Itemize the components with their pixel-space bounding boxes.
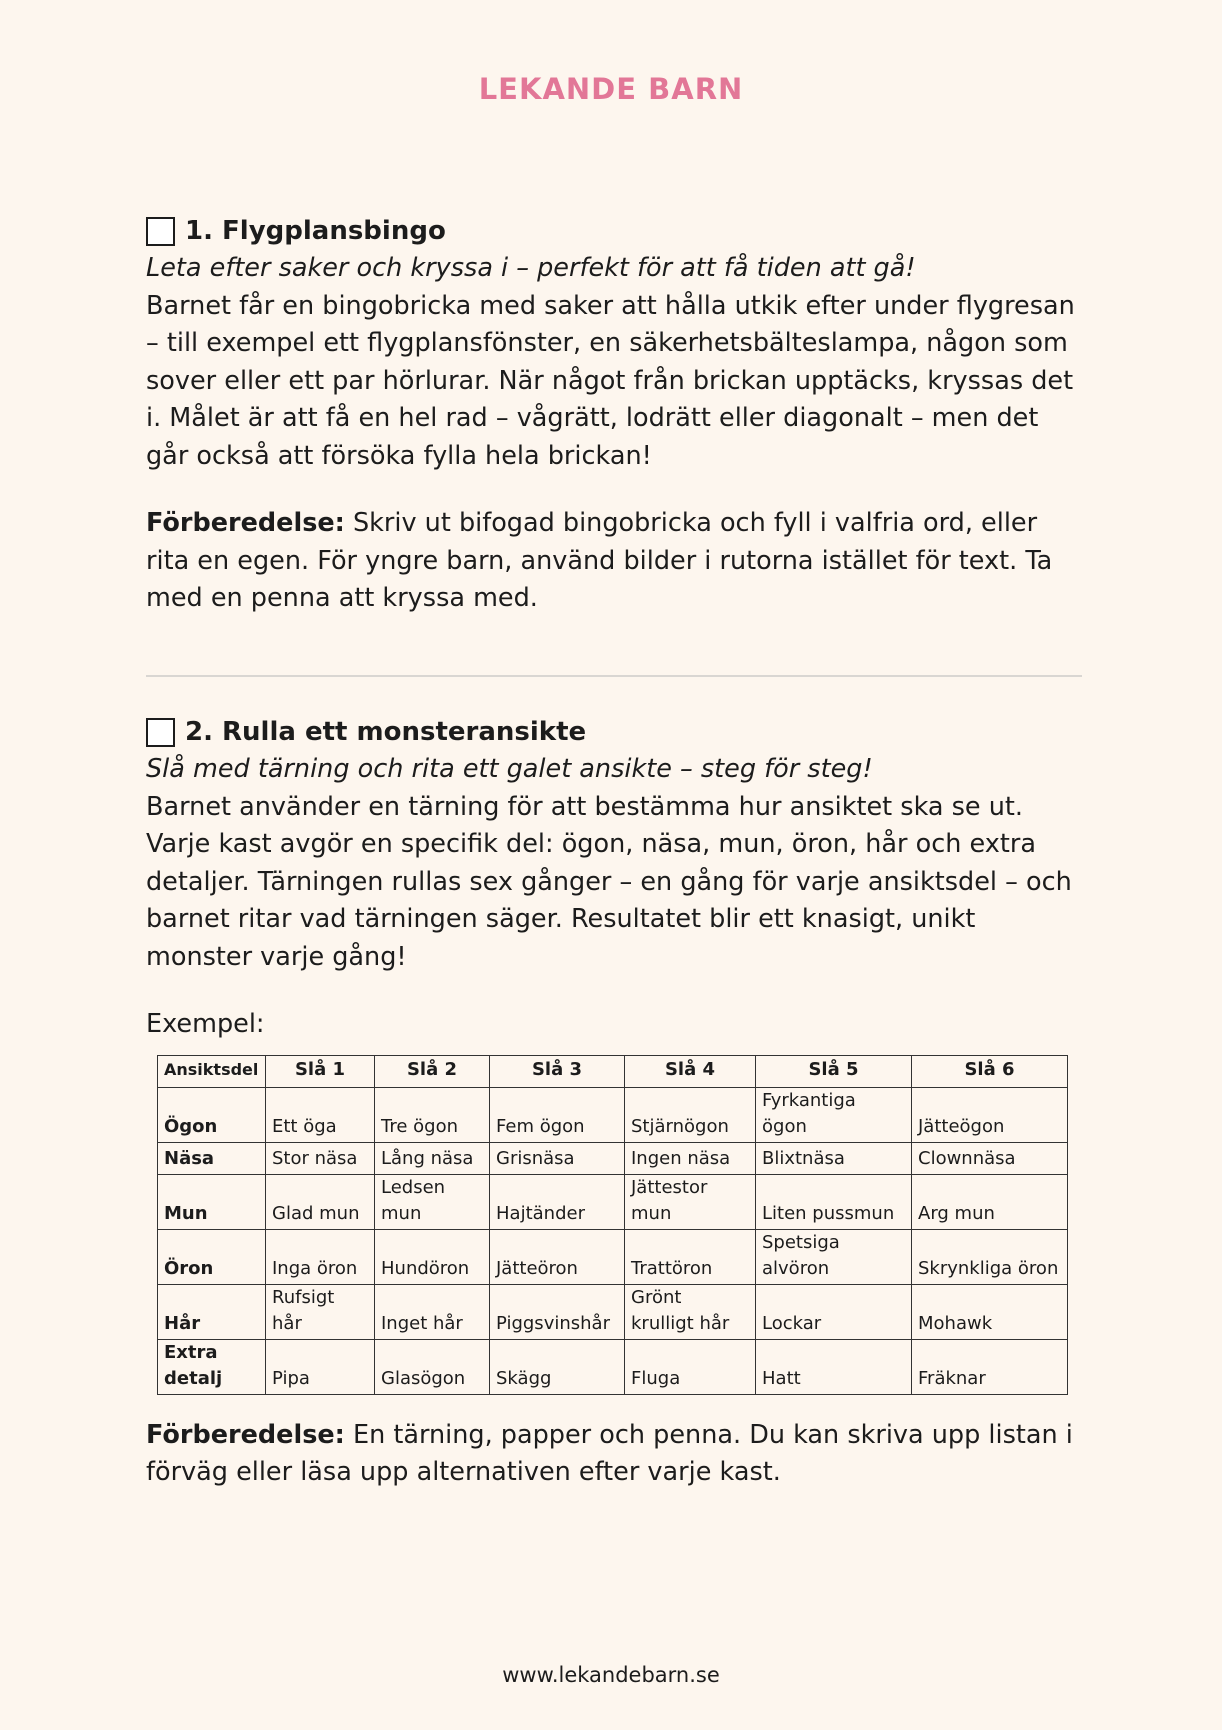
table-cell: Jättestor mun: [625, 1174, 756, 1229]
section-checkbox[interactable]: [146, 718, 175, 747]
table-cell: Piggsvinshår: [490, 1284, 625, 1339]
section-lead: Leta efter saker och kryssa i – perfekt för att få tiden att gå!: [146, 253, 916, 283]
table-row: [158, 1229, 1068, 1284]
table-cell: Tre ögon: [375, 1087, 490, 1142]
table-row-head: Ögon: [158, 1087, 266, 1142]
table-cell: Ett öga: [266, 1087, 375, 1142]
section-title-row: [146, 212, 1082, 250]
preparation-text: En tärning, papper och penna. Du kan skriva upp listan i förväg eller läsa upp alternativen efter varje kast.: [146, 1419, 1073, 1487]
table-row: [158, 1087, 1068, 1142]
monster-dice-table: [157, 1055, 1068, 1395]
footer-url: www.lekandebarn.se: [502, 1663, 720, 1687]
table-cell: Mohawk: [912, 1284, 1068, 1339]
table-cell: Grisnäsa: [490, 1142, 625, 1174]
table-row: [158, 1339, 1068, 1394]
preparation-note: [146, 1417, 1082, 1492]
table-header-cell: Ansiktsdel: [158, 1055, 266, 1087]
table-cell: Skrynkliga öron: [912, 1229, 1068, 1284]
table-row-head: Öron: [158, 1229, 266, 1284]
section-body: Barnet får en bingobricka med saker att hålla utkik efter under flygresan – till exempel ett flygplansfönster, en säkerhetsbälteslampa, någon som sover eller ett par hörlurar. När något från brickan upptäcks, kryssas det i. Målet är att få en hel rad – vågrätt, lodrätt eller diagonalt – men det går också att försöka fylla hela brickan!: [146, 290, 1075, 471]
table-cell: Ingen näsa: [625, 1142, 756, 1174]
example-label: Exempel:: [146, 1009, 265, 1039]
table-cell: Glad mun: [266, 1174, 375, 1229]
table-cell: Jätteöron: [490, 1229, 625, 1284]
section-title: 2. Rulla ett monsteransikte: [185, 717, 587, 747]
table-cell: Skägg: [490, 1339, 625, 1394]
section-monsteransikte: [146, 713, 1082, 1492]
section-flygplansbingo: [146, 212, 1082, 618]
table-cell: Rufsigt hår: [266, 1284, 375, 1339]
preparation-note: [146, 505, 1082, 618]
table-header-cell: Slå 2: [375, 1055, 490, 1087]
table-row-head: Mun: [158, 1174, 266, 1229]
preparation-text: Skriv ut bifogad bingobricka och fyll i valfria ord, eller rita en egen. För yngre barn, använd bilder i rutorna istället för text. Ta med en penna att kryssa med.: [146, 508, 1053, 613]
table-cell: Inga öron: [266, 1229, 375, 1284]
section-body: Barnet använder en tärning för att bestämma hur ansiktet ska se ut. Varje kast avgör en specifik del: ögon, näsa, mun, öron, hår och extra detaljer. Tärningen rullas sex gånger – en gång för varje ansiktsdel – och barnet ritar vad tärningen säger. Resultatet blir ett knasigt, unikt monster varje gång!: [146, 791, 1072, 972]
table-row: [158, 1284, 1068, 1339]
brand-logo: LEKANDE BARN: [478, 72, 744, 106]
table-cell: Stjärnögon: [625, 1087, 756, 1142]
preparation-label: Förberedelse:: [146, 1419, 345, 1450]
table-row: [158, 1142, 1068, 1174]
section-title-row: [146, 713, 1082, 751]
table-cell: Stor näsa: [266, 1142, 375, 1174]
table-cell: Lockar: [756, 1284, 912, 1339]
table-cell: Fräknar: [912, 1339, 1068, 1394]
section-title: 1. Flygplansbingo: [185, 216, 446, 246]
table-cell: Grönt krulligt hår: [625, 1284, 756, 1339]
table-cell: Trattöron: [625, 1229, 756, 1284]
table-row-head: Näsa: [158, 1142, 266, 1174]
table-header-cell: Slå 5: [756, 1055, 912, 1087]
table-cell: Ledsen mun: [375, 1174, 490, 1229]
table-cell: Liten pussmun: [756, 1174, 912, 1229]
table-cell: Inget hår: [375, 1284, 490, 1339]
table-header-cell: Slå 3: [490, 1055, 625, 1087]
table-header-cell: Slå 1: [266, 1055, 375, 1087]
table-cell: Pipa: [266, 1339, 375, 1394]
table-row-head: Hår: [158, 1284, 266, 1339]
preparation-label: Förberedelse:: [146, 508, 345, 538]
table-header-cell: Slå 4: [625, 1055, 756, 1087]
table-cell: Lång näsa: [375, 1142, 490, 1174]
table-cell: Clownnäsa: [912, 1142, 1068, 1174]
table-cell: Arg mun: [912, 1174, 1068, 1229]
section-checkbox[interactable]: [146, 217, 175, 246]
table-cell: Fluga: [625, 1339, 756, 1394]
table-cell: Spetsiga alvöron: [756, 1229, 912, 1284]
table-header-cell: Slå 6: [912, 1055, 1068, 1087]
table-cell: Glasögon: [375, 1339, 490, 1394]
table-cell: Hatt: [756, 1339, 912, 1394]
table-cell: Blixtnäsa: [756, 1142, 912, 1174]
table-cell: Hajtänder: [490, 1174, 625, 1229]
table-cell: Fyrkantiga ögon: [756, 1087, 912, 1142]
table-header-row: [158, 1055, 1068, 1087]
table-row-head: Extra detalj: [158, 1339, 266, 1394]
table-row: [158, 1174, 1068, 1229]
table-cell: Hundöron: [375, 1229, 490, 1284]
section-lead: Slå med tärning och rita ett galet ansikte – steg för steg!: [146, 754, 873, 784]
section-divider: [146, 675, 1082, 677]
table-cell: Jätteögon: [912, 1087, 1068, 1142]
table-cell: Fem ögon: [490, 1087, 625, 1142]
